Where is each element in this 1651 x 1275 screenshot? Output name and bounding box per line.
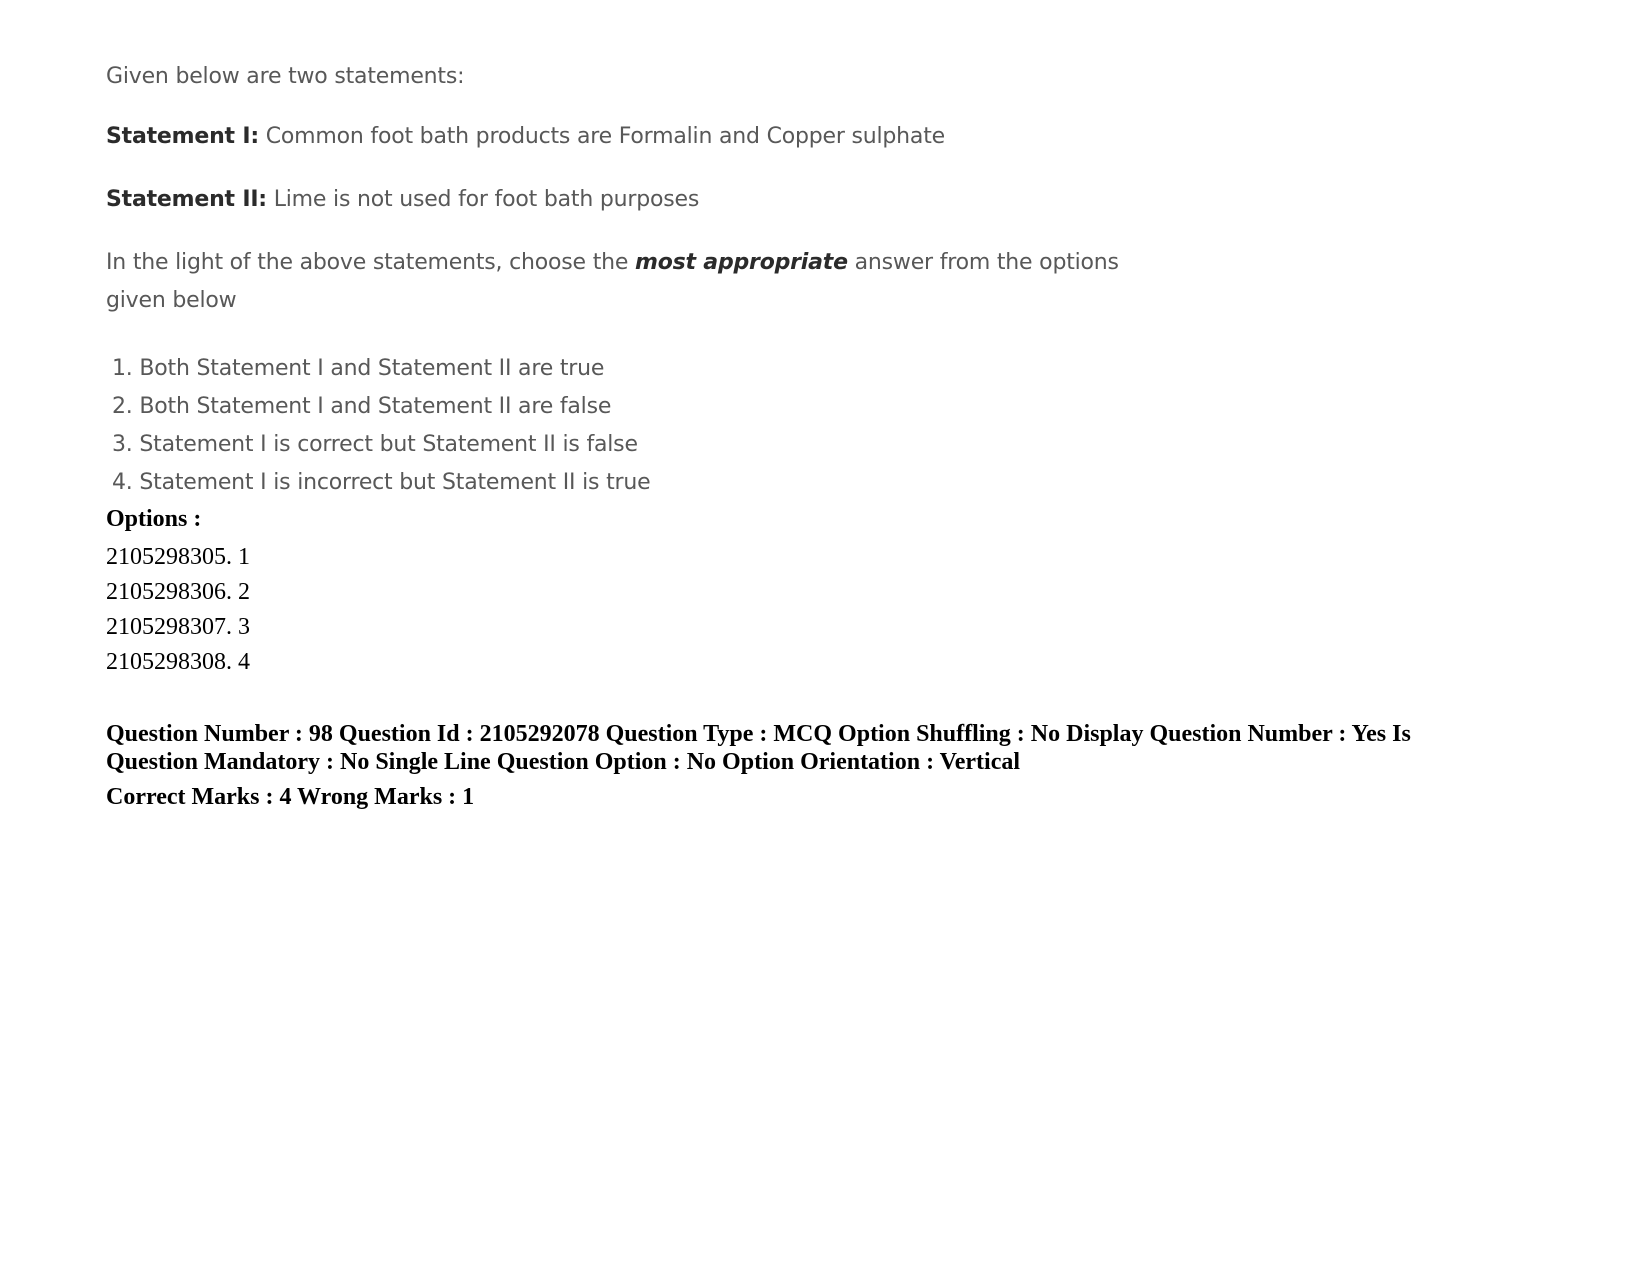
statement-1 bbox=[106, 124, 945, 149]
instruction-after: answer from the options bbox=[847, 250, 1119, 275]
metadata-line-2: Question Mandatory : No Single Line Question Option : No Option Orientation : Vertical bbox=[106, 749, 1021, 775]
option-id-item: 2105298305. 1 bbox=[106, 544, 250, 570]
question-metadata bbox=[106, 720, 1546, 776]
instruction-emphasis: most appropriate bbox=[635, 250, 848, 275]
choice-list bbox=[112, 350, 650, 502]
instruction-line-1 bbox=[106, 250, 1119, 275]
statement-2 bbox=[106, 187, 699, 212]
statement-1-text: Common foot bath products are Formalin and Copper sulphate bbox=[258, 124, 945, 149]
choice-item: 4. Statement I is incorrect but Statement II is true bbox=[112, 470, 651, 495]
marks-info: Correct Marks : 4 Wrong Marks : 1 bbox=[106, 784, 475, 810]
instruction-line-2: given below bbox=[106, 288, 237, 313]
choice-item: 1. Both Statement I and Statement II are true bbox=[112, 356, 605, 381]
options-label: Options : bbox=[106, 506, 202, 532]
choice-item: 3. Statement I is correct but Statement II is false bbox=[112, 432, 638, 457]
metadata-line-1: Question Number : 98 Question Id : 2105292078 Question Type : MCQ Option Shuffling : No Display Question Number : Yes Is bbox=[106, 721, 1411, 747]
choice-item: 2. Both Statement I and Statement II are false bbox=[112, 394, 612, 419]
statement-2-label: Statement II: bbox=[106, 187, 267, 212]
option-id-item: 2105298306. 2 bbox=[106, 579, 250, 605]
statement-1-label: Statement I: bbox=[106, 124, 259, 149]
option-id-list bbox=[106, 540, 250, 680]
instruction-before: In the light of the above statements, choose the bbox=[106, 250, 635, 275]
question-intro: Given below are two statements: bbox=[106, 64, 465, 89]
option-id-item: 2105298308. 4 bbox=[106, 649, 250, 675]
statement-2-text: Lime is not used for foot bath purposes bbox=[266, 187, 700, 212]
option-id-item: 2105298307. 3 bbox=[106, 614, 250, 640]
